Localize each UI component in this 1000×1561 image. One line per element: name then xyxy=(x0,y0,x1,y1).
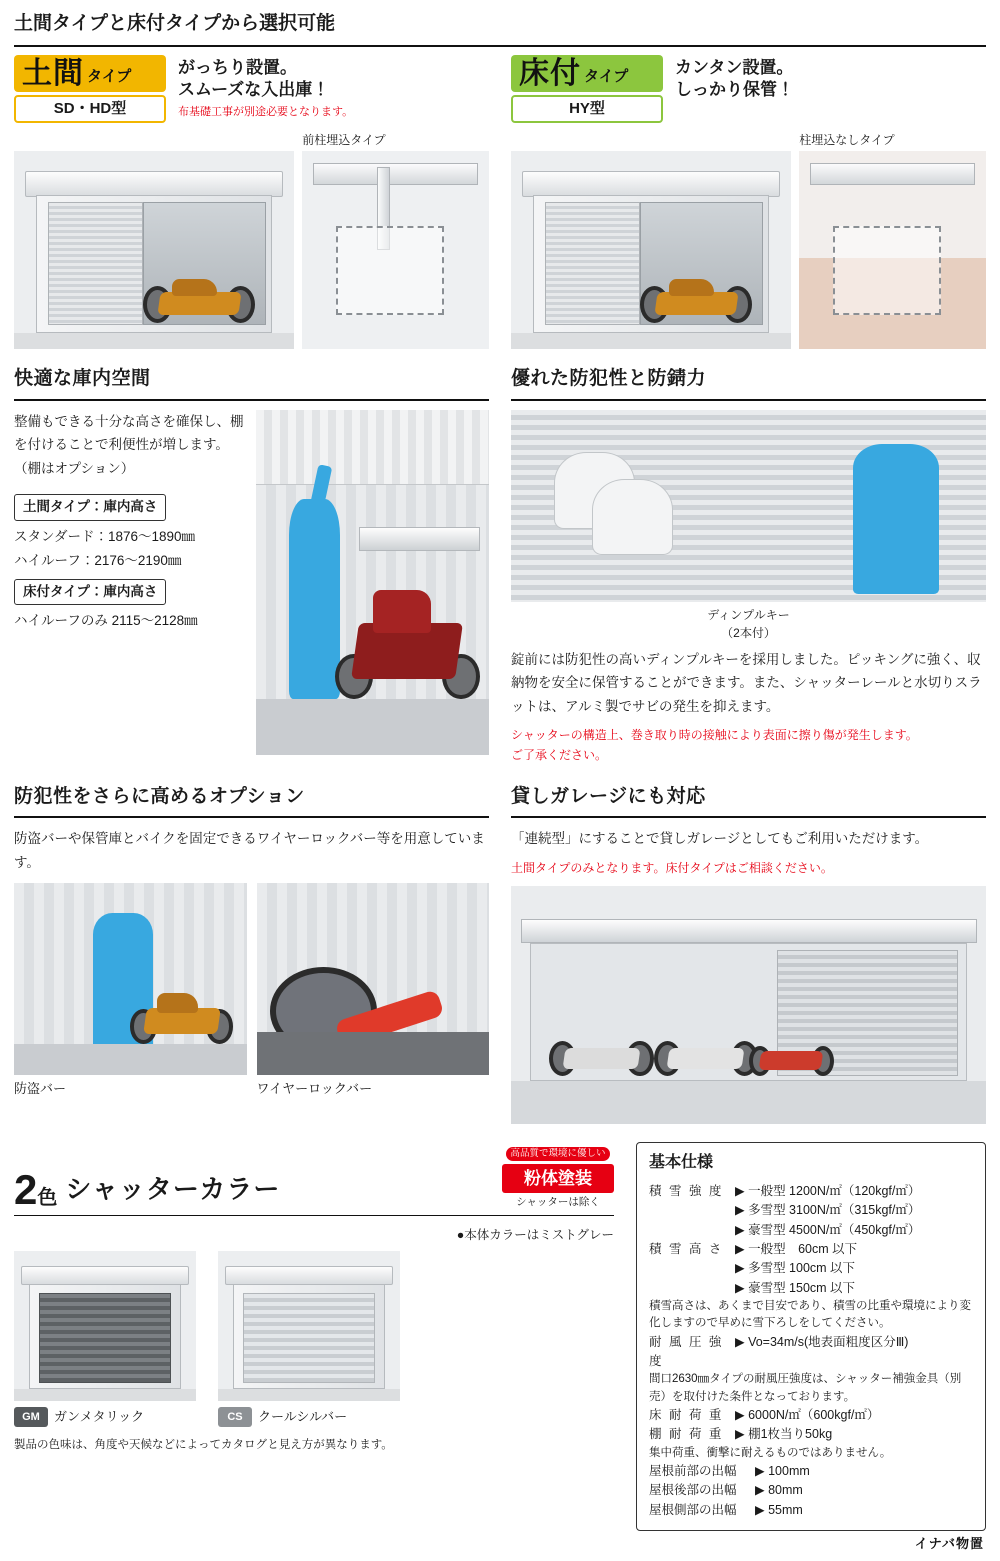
spec-val-snow-strength-2: ▶ 多雪型 3100N/㎡（315kgf/㎡） xyxy=(735,1203,921,1218)
photo-doma-garage xyxy=(14,151,294,349)
color-swatch-cs xyxy=(218,1251,400,1427)
doma-spec-1: スタンダード：1876〜1890㎜ xyxy=(14,528,196,544)
type-doma-line1: がっちり設置。 xyxy=(178,57,297,77)
comfort-security-row xyxy=(14,365,986,765)
badge-doma xyxy=(14,55,166,124)
spec-val-roof-front: ▶ 100mm xyxy=(755,1463,810,1478)
options-body: 防盗バーや保管庫とバイクを固定できるワイヤーロックバー等を用意しています。 xyxy=(14,831,485,870)
color-swatch-list xyxy=(14,1251,614,1427)
rental-body: 「連続型」にすることで貸しガレージとしてもご利用いただけます。 xyxy=(511,831,929,847)
badge-yuka-model: HY型 xyxy=(511,95,663,124)
security-block xyxy=(511,365,986,765)
badge-yuka xyxy=(511,55,663,124)
spec-heading: 基本仕様 xyxy=(649,1154,714,1172)
spec-key-snow-height: 積 雪 高 さ xyxy=(649,1241,724,1256)
spec-key-floor-load: 床 耐 荷 重 xyxy=(649,1407,724,1422)
yuka-spec-1: ハイルーフのみ 2115〜2128㎜ xyxy=(14,613,198,629)
spec-key-snow-strength: 積 雪 強 度 xyxy=(649,1183,724,1198)
type-block-yuka xyxy=(511,55,986,350)
type-doma-text xyxy=(178,55,353,121)
colors-spec-row xyxy=(14,1142,986,1531)
rental-block xyxy=(511,783,986,1124)
spec-val-snow-strength-1: ▶ 一般型 1200N/㎡（120kgf/㎡） xyxy=(735,1183,921,1198)
comfort-body: 整備もできる十分な高さを確保し、棚を付けることで利便性が増します。（棚はオプション） xyxy=(14,413,244,476)
spec-box xyxy=(636,1142,986,1531)
type-yuka-text xyxy=(675,55,794,103)
rental-note: 土間タイプのみとなります。床付タイプはご相談ください。 xyxy=(511,860,833,875)
spec-note-2: 間口2630㎜タイプの耐風圧強度は、シャッター補強金具（別売）を取付けた条件となっております。 xyxy=(649,1373,962,1403)
type-yuka-images xyxy=(511,131,986,349)
caption-wire-lock-bar: ワイヤーロックバー xyxy=(256,1080,373,1096)
spec-block xyxy=(636,1142,986,1531)
photo-interior xyxy=(256,410,489,755)
yuka-height-label: 床付タイプ：庫内高さ xyxy=(14,579,166,605)
photo-wire-lock-bar xyxy=(257,883,490,1075)
spec-val-snow-height-3: ▶ 豪雪型 150cm 以下 xyxy=(735,1280,856,1295)
spec-key-roof-front: 屋根前部の出幅 xyxy=(649,1463,737,1478)
badge-yuka-small: タイプ xyxy=(584,68,629,85)
options-block xyxy=(14,783,489,1124)
badge-doma-small: タイプ xyxy=(87,68,132,85)
doma-height-label: 土間タイプ：庫内高さ xyxy=(14,494,166,520)
key-caption-1: ディンプルキー xyxy=(707,607,790,622)
color-swatch-gm xyxy=(14,1251,196,1427)
powder-sub: シャッターは除く xyxy=(516,1196,600,1209)
person-silhouette xyxy=(853,444,939,594)
spec-val-snow-height-1: ▶ 一般型 60cm 以下 xyxy=(735,1241,858,1256)
spec-val-roof-side: ▶ 55mm xyxy=(755,1502,803,1517)
options-rental-row xyxy=(14,783,986,1124)
colors-title: シャッターカラー xyxy=(65,1174,281,1205)
powder-ribbon: 高品質で環境に優しい xyxy=(506,1147,609,1161)
spec-val-snow-height-2: ▶ 多雪型 100cm 以下 xyxy=(735,1261,856,1276)
label-gm: ガンメタリック xyxy=(54,1408,145,1424)
brand-logo: イナバ物置 xyxy=(914,1535,984,1551)
photo-color-cs xyxy=(218,1251,400,1401)
spec-key-shelf-load: 棚 耐 荷 重 xyxy=(649,1427,724,1442)
security-heading: 優れた防犯性と防錆力 xyxy=(511,365,986,401)
chip-cs: CS xyxy=(218,1407,252,1427)
spec-val-floor-load: ▶ 6000N/㎡（600kgf/㎡） xyxy=(735,1407,880,1422)
spec-val-roof-rear: ▶ 80mm xyxy=(755,1483,803,1498)
photo-yuka-garage xyxy=(511,151,791,349)
type-doma-line2: スムーズな入出庫！ xyxy=(178,80,330,100)
label-cs: クールシルバー xyxy=(258,1408,348,1424)
caption-antitheft-bar: 防盗バー xyxy=(14,1080,67,1096)
type-doma-note: 布基礎工事が別途必要となります。 xyxy=(178,106,354,119)
spec-note-1: 積雪高さは、あくまで目安であり、積雪の比重や環境により変化しますので早めに雪下ろしをしてください。 xyxy=(649,1300,971,1330)
key-icon-2 xyxy=(592,479,673,556)
spec-key-roof-side: 屋根側部の出幅 xyxy=(649,1502,737,1517)
security-note-1: シャッターの構造上、巻き取り時の接触により表面に擦り傷が発生します。 xyxy=(511,728,918,743)
comfort-block xyxy=(14,365,489,765)
comfort-heading: 快適な庫内空間 xyxy=(14,365,489,401)
rental-heading: 貸しガレージにも対応 xyxy=(511,783,986,819)
chip-gm: GM xyxy=(14,1407,48,1427)
badge-doma-model: SD・HD型 xyxy=(14,95,166,124)
photo-antitheft-bar xyxy=(14,883,247,1075)
photo-yuka-nopost-detail xyxy=(799,151,986,349)
photo-dimple-key xyxy=(511,410,986,602)
photo-color-gm xyxy=(14,1251,196,1401)
caption-doma-post: 前柱埋込タイプ xyxy=(302,133,386,147)
spec-val-snow-strength-3: ▶ 豪雪型 4500N/㎡（450kgf/㎡） xyxy=(735,1222,921,1237)
badge-yuka-big: 床付 xyxy=(519,56,581,90)
caption-yuka-nopost: 柱埋込なしタイプ xyxy=(799,133,895,147)
doma-spec-2: ハイルーフ：2176〜2190㎜ xyxy=(14,552,182,568)
colors-footnote: 製品の色味は、角度や天候などによってカタログと見え方が異なります。 xyxy=(14,1438,393,1451)
type-block-doma xyxy=(14,55,489,350)
type-yuka-line1: カンタン設置。 xyxy=(675,57,794,77)
color-count: 2色 xyxy=(14,1165,58,1213)
powder-main: 粉体塗装 xyxy=(502,1164,614,1194)
photo-continuous-garage xyxy=(511,886,986,1124)
photo-doma-post-detail xyxy=(302,151,489,349)
key-caption-2: （2本付） xyxy=(721,625,776,640)
options-heading: 防犯性をさらに高めるオプション xyxy=(14,783,489,819)
badge-doma-big: 土間 xyxy=(22,56,84,90)
security-note-2: ご了承ください。 xyxy=(511,747,608,762)
type-yuka-line2: しっかり保管！ xyxy=(675,80,794,100)
security-body: 錠前には防犯性の高いディンプルキーを採用しました。ピッキングに強く、収納物を安全に保管することができます。また、シャッターレールと水切りスラットは、アルミ製でサビの発生を抑えます。 xyxy=(511,651,982,714)
spec-val-wind: ▶ Vo=34m/s(地表面粗度区分Ⅲ) xyxy=(735,1334,909,1349)
spec-note-3: 集中荷重、衝撃に耐えるものではありません。 xyxy=(649,1446,892,1459)
catalog-page xyxy=(0,10,1000,1561)
body-color-note: ●本体カラーはミストグレー xyxy=(456,1227,614,1242)
spec-key-roof-rear: 屋根後部の出幅 xyxy=(649,1483,737,1498)
page-title: 土間タイプと床付タイプから選択可能 xyxy=(14,10,986,47)
spec-val-shelf-load: ▶ 棚1枚当り50kg xyxy=(735,1427,833,1442)
type-doma-images xyxy=(14,131,489,349)
type-selection-row xyxy=(14,55,986,350)
spec-key-wind: 耐 風 圧 強 度 xyxy=(649,1334,724,1368)
colors-block xyxy=(14,1142,614,1531)
powder-coating-badge xyxy=(502,1142,614,1211)
